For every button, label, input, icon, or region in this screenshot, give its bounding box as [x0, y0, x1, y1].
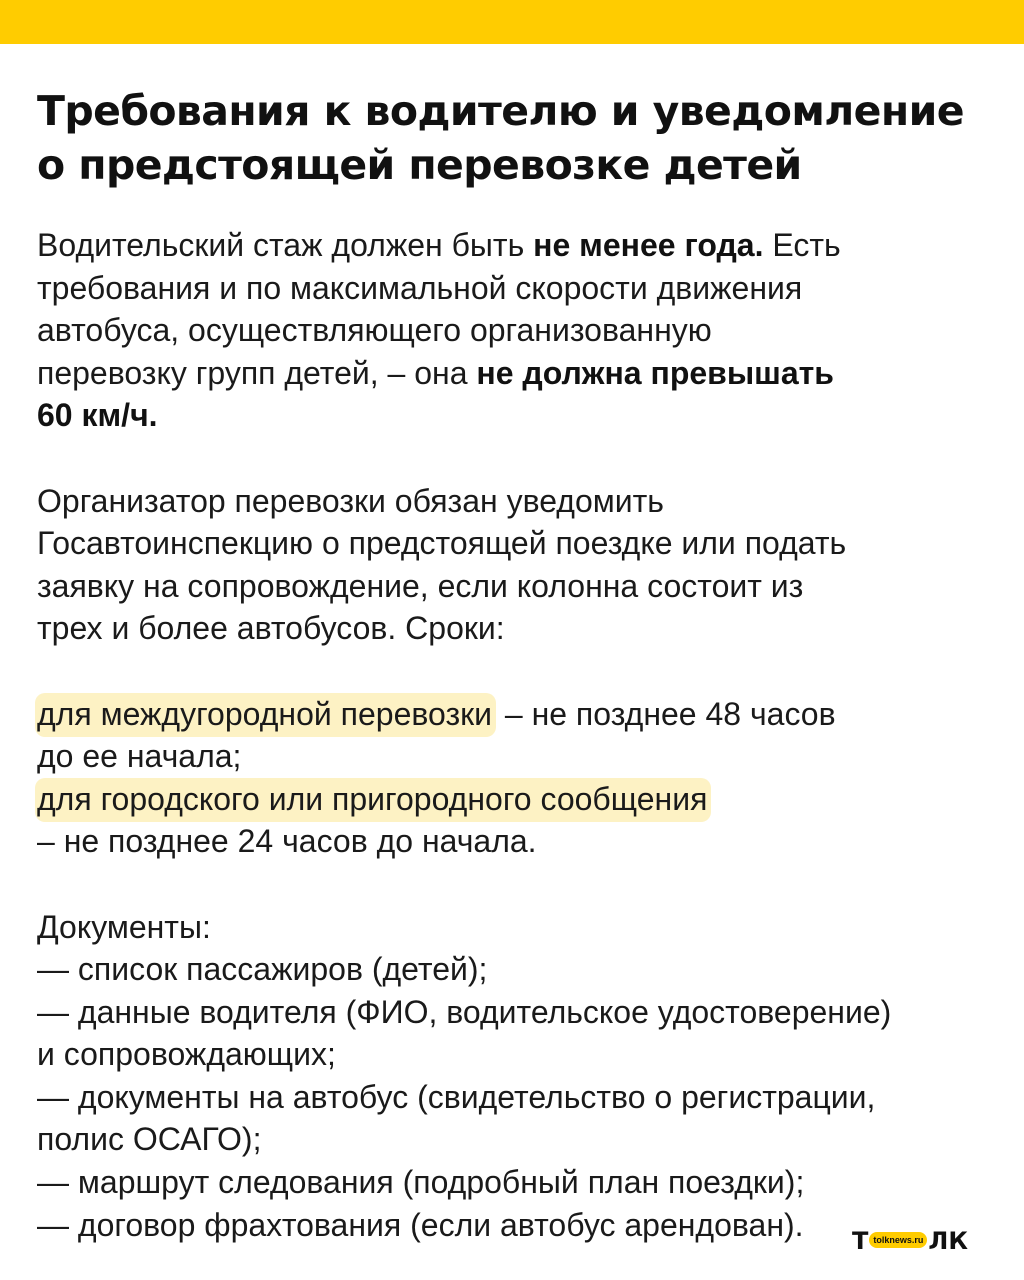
paragraph-driver-requirements: [37, 224, 997, 437]
paragraph-notification: [37, 480, 997, 650]
spacer: [37, 650, 997, 693]
text-line: [37, 693, 997, 736]
title-line-2: о предстоящей перевозке детей: [37, 141, 802, 189]
text-line: требования и по максимальной скорости движения: [37, 269, 803, 306]
highlight-city: для городского или пригородного сообщения: [35, 778, 711, 822]
text-segment: перевозку групп детей, – она: [37, 354, 477, 391]
text-line: – не позднее 24 часов до начала.: [37, 823, 537, 860]
text-line: [37, 394, 997, 437]
logo-letters-right: ЛК: [928, 1227, 968, 1255]
list-item: — документы на автобус (свидетельство о регистрации,: [37, 1078, 876, 1115]
text-line: до ее начала;: [37, 738, 242, 775]
documents-list: [37, 906, 997, 1247]
page-title: [37, 84, 987, 192]
list-item: — договор фрахтования (если автобус арендован).: [37, 1206, 804, 1243]
text-line: [37, 224, 997, 267]
article-body: [37, 224, 997, 1246]
spacer: [37, 437, 997, 480]
title-line-1: Требования к водителю и уведомление: [37, 87, 964, 135]
list-item: — данные водителя (ФИО, водительское удостоверение): [37, 993, 892, 1030]
text-line: заявку на сопровождение, если колонна состоит из: [37, 567, 804, 604]
list-item: — список пассажиров (детей);: [37, 951, 488, 988]
text-segment: Есть: [763, 227, 841, 263]
list-item: полис ОСАГО);: [37, 1121, 262, 1158]
text-line: [37, 778, 997, 821]
bold-text: не должна превышать: [476, 354, 834, 391]
text-segment: – не позднее 48 часов: [495, 695, 836, 732]
spacer: [37, 863, 997, 906]
text-segment: Водительский стаж должен быть: [37, 227, 534, 263]
logo-letter-left: Т: [852, 1227, 869, 1255]
top-accent-bar: [0, 0, 1024, 44]
documents-header: Документы:: [37, 908, 211, 945]
deadlines-list: [37, 693, 997, 863]
tolk-logo: [852, 1226, 968, 1256]
text-line: автобуса, осуществляющего организованную: [37, 312, 712, 349]
bold-text: 60 км/ч.: [37, 397, 158, 434]
text-line: Госавтоинспекцию о предстоящей поездке или подать: [37, 525, 847, 562]
text-line: [37, 352, 997, 395]
highlight-intercity: для междугородной перевозки: [35, 693, 496, 737]
list-item: — маршрут следования (подробный план поездки);: [37, 1164, 805, 1201]
list-item: и сопровождающих;: [37, 1036, 336, 1073]
bold-text: не менее года.: [533, 227, 764, 263]
text-line: трех и более автобусов. Сроки:: [37, 610, 505, 647]
logo-domain-pill: tolknews.ru: [869, 1232, 927, 1248]
text-line: Организатор перевозки обязан уведомить: [37, 482, 664, 519]
